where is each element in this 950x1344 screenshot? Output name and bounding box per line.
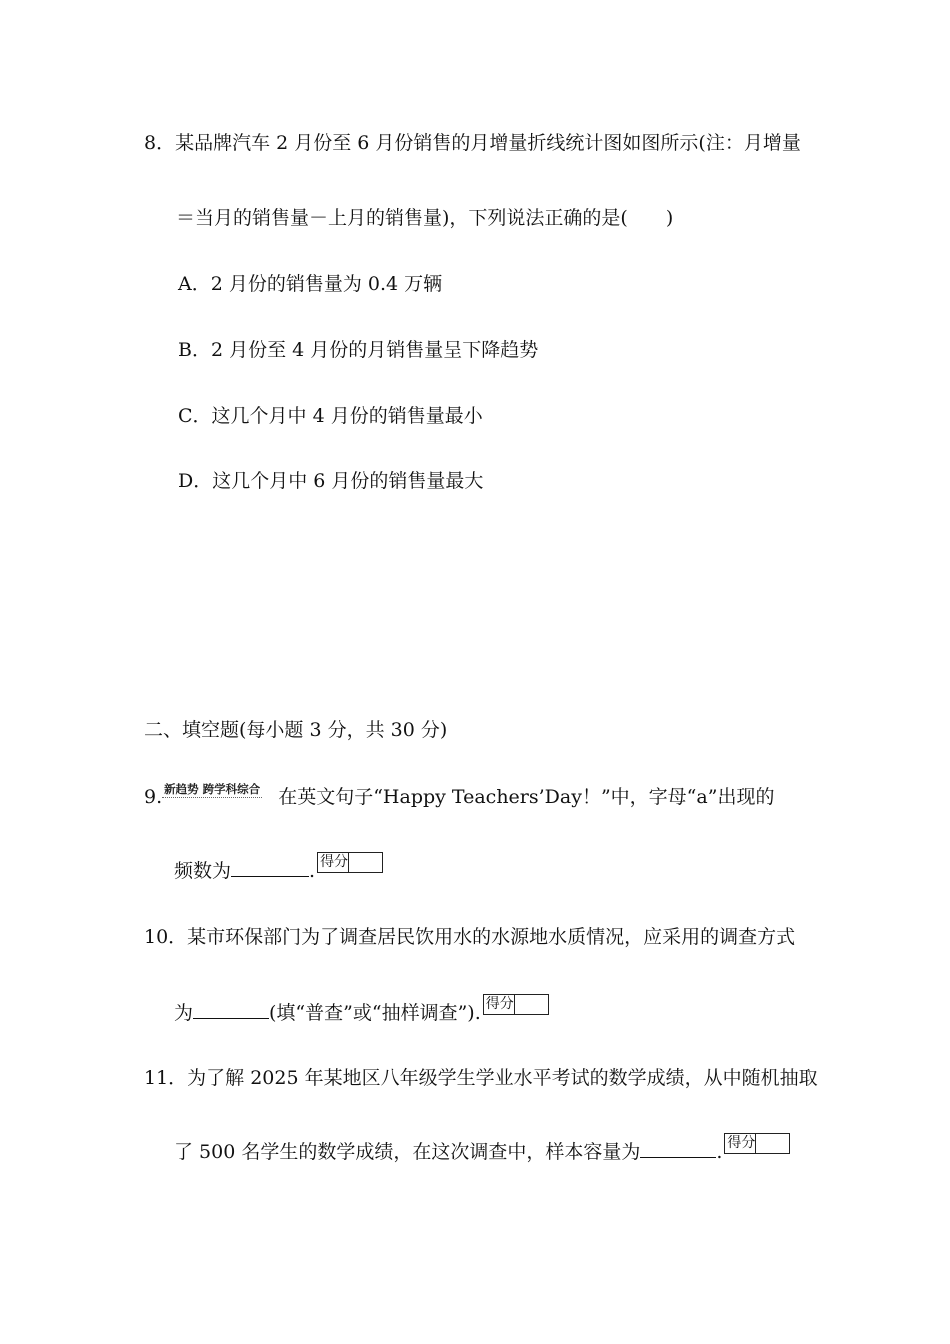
q11-answer-blank[interactable] [640, 1139, 716, 1158]
section-title: 二、填空题(每小题 3 分，共 30 分) [144, 719, 448, 741]
score-label: 得分 [320, 854, 349, 870]
q8-option-d: D．这几个月中 6 月份的销售量最大 [178, 470, 484, 492]
q9-prefix: 频数为 [174, 860, 232, 882]
q10-suffix: (填“普查”或“抽样调查”). [269, 1002, 481, 1024]
q9-number: 9. [144, 786, 163, 808]
q9-text: 在英文句子“Happy Teachers’Day！”中，字母“a”出现的 [278, 786, 775, 808]
q10-score-box[interactable] [483, 994, 549, 1015]
q8-option-c: C．这几个月中 4 月份的销售量最小 [178, 405, 483, 427]
q8-option-a: A．2 月份的销售量为 0.4 万辆 [178, 273, 443, 295]
q9-score-box[interactable] [317, 852, 383, 873]
q8-line-2: ＝当月的销售量－上月的销售量)，下列说法正确的是( ) [176, 207, 674, 229]
q11-score-box[interactable] [724, 1133, 790, 1154]
q9-line-1 [144, 782, 775, 809]
q9-line-2 [174, 854, 383, 883]
q10-answer-blank[interactable] [193, 1000, 269, 1019]
score-label: 得分 [485, 996, 514, 1012]
q11-line-2 [174, 1135, 790, 1164]
q11-line-1: 11．为了解 2025 年某地区八年级学生学业水平考试的数学成绩，从中随机抽取 [144, 1067, 818, 1089]
q8-line-1: 8．某品牌汽车 2 月份至 6 月份销售的月增量折线统计图如图所示(注：月增量 [144, 132, 801, 154]
q9-tag-badge: 新趋势 跨学科综合 [164, 782, 261, 796]
q9-suffix: . [309, 860, 316, 882]
q10-prefix: 为 [174, 1002, 194, 1024]
q9-answer-blank[interactable] [231, 858, 309, 877]
score-label: 得分 [727, 1135, 756, 1151]
q11-suffix: . [716, 1141, 723, 1163]
q11-prefix: 了 500 名学生的数学成绩，在这次调查中，样本容量为 [174, 1141, 641, 1163]
q8-option-b: B．2 月份至 4 月份的月销售量呈下降趋势 [178, 339, 539, 361]
q10-line-1: 10．某市环保部门为了调查居民饮用水的水源地水质情况，应采用的调查方式 [144, 926, 796, 948]
q10-line-2 [174, 996, 549, 1025]
